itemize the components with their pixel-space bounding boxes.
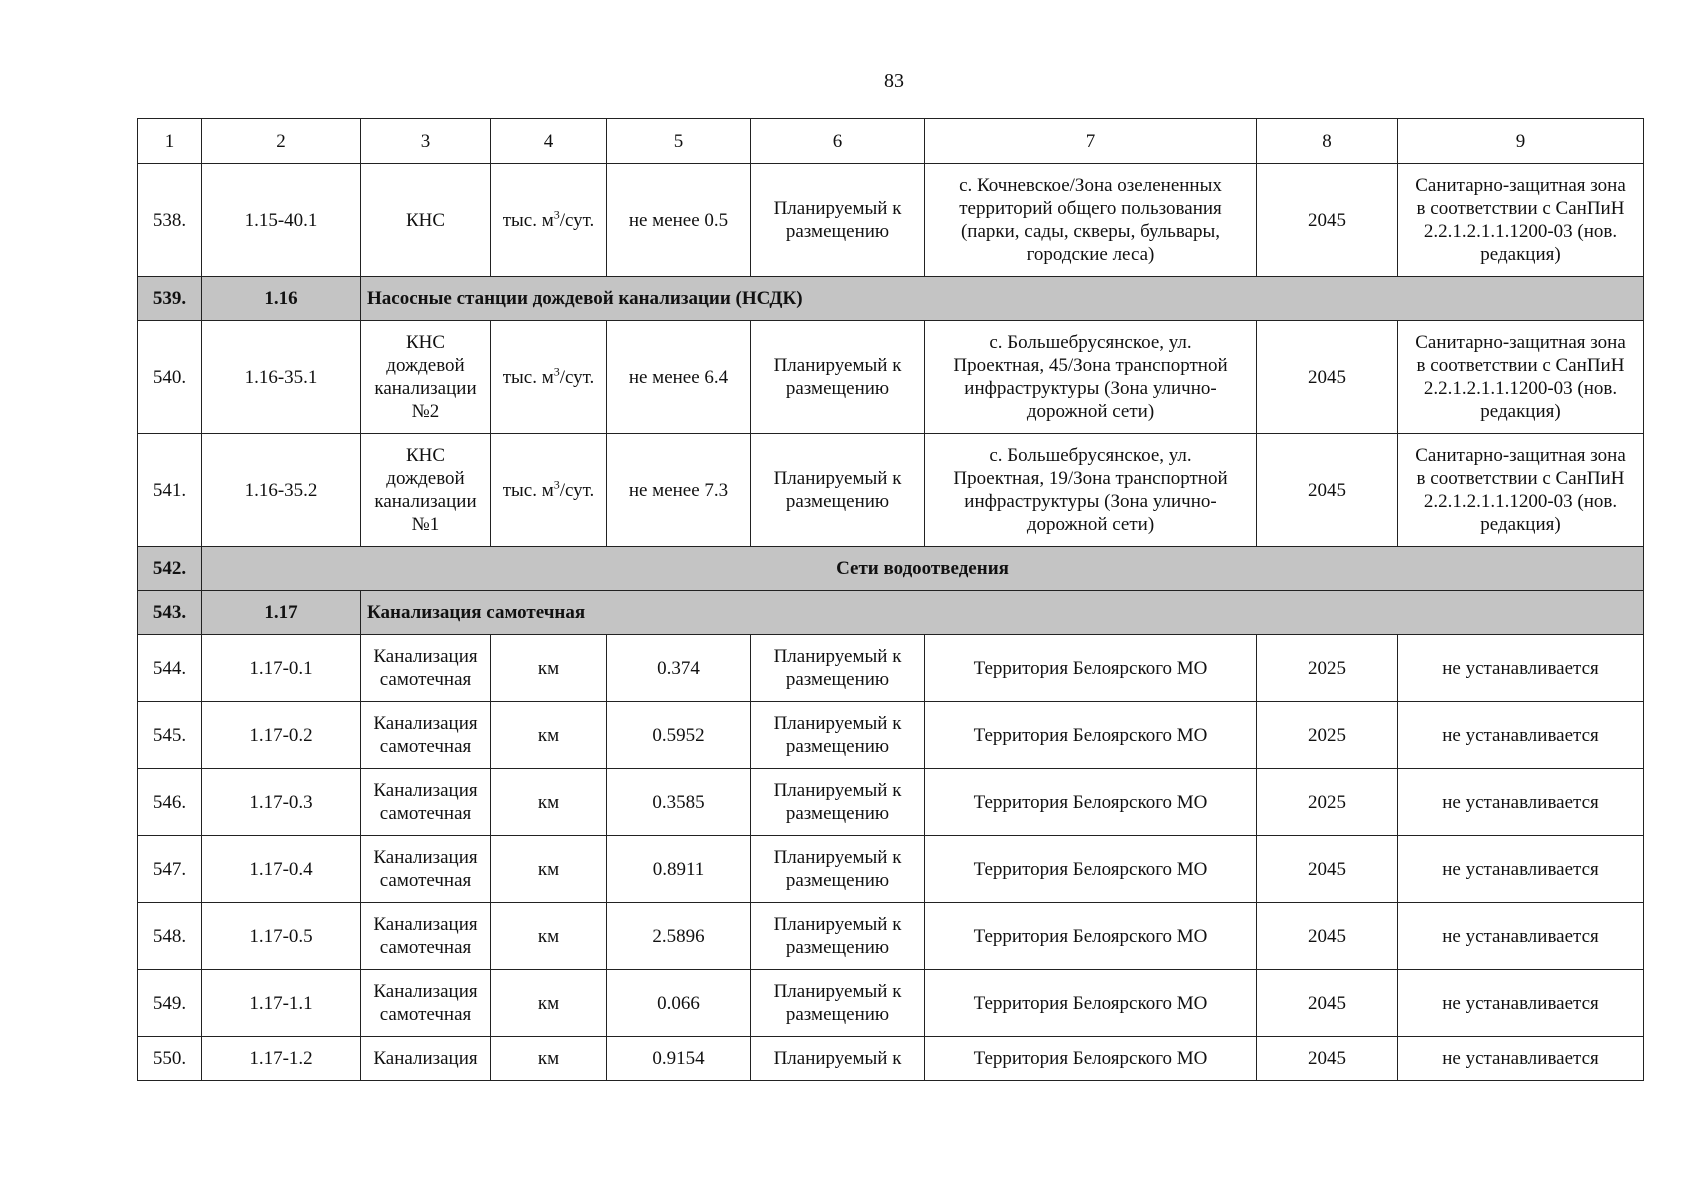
cell-line: размещению — [785, 736, 890, 757]
cell-line: Территория Белоярского МО — [973, 858, 1208, 880]
cell-line: не устанавливается — [1442, 791, 1599, 813]
cell-line: Канализация — [373, 780, 478, 801]
section-title-cell — [361, 591, 1644, 635]
cell-text: не менее 6.4 — [628, 366, 729, 388]
unit-cell — [491, 434, 607, 547]
section-code-cell — [202, 591, 361, 635]
cell-text: км — [537, 992, 560, 1014]
cell-text: 2.5896 — [652, 925, 705, 947]
cell-line: Планируемый к — [773, 198, 902, 219]
unit-superscript: 3 — [553, 207, 560, 222]
row-number-cell — [138, 903, 202, 970]
value-cell — [607, 164, 751, 277]
cell-text: 549. — [152, 992, 187, 1014]
cell-line: Планируемый к — [773, 646, 902, 667]
row-number-cell — [138, 702, 202, 769]
row-number-cell — [138, 164, 202, 277]
cell-text: /сут. — [559, 479, 595, 501]
cell-text: 2045 — [1308, 858, 1346, 880]
cell-line: не устанавливается — [1442, 925, 1599, 947]
status-cell — [751, 903, 925, 970]
value-cell — [607, 836, 751, 903]
cell-line: Планируемый к — [773, 981, 902, 1002]
cell-line: Планируемый к — [773, 355, 902, 376]
unit-cell — [491, 903, 607, 970]
location-cell — [925, 321, 1257, 434]
year-cell — [1257, 903, 1398, 970]
object-code-cell — [202, 1037, 361, 1081]
cell-text: 1.17-0.3 — [249, 791, 313, 813]
cell-line: размещению — [785, 221, 890, 242]
object-code-cell — [202, 164, 361, 277]
year-cell — [1257, 635, 1398, 702]
header-cell: 7 — [925, 119, 1257, 164]
cell-line: дорожной сети) — [1026, 514, 1155, 535]
cell-line: №1 — [411, 514, 440, 535]
unit-cell — [491, 1037, 607, 1081]
table-row — [138, 164, 1644, 277]
cell-line: Канализация — [373, 914, 478, 935]
cell-line: Территория Белоярского МО — [973, 925, 1208, 947]
cell-line: канализации — [374, 491, 477, 512]
cell-line: Планируемый к — [773, 1048, 902, 1069]
unit-cell — [491, 702, 607, 769]
cell-line: городские леса) — [1026, 244, 1155, 265]
cell-line: инфраструктуры (Зона улично- — [964, 491, 1217, 512]
cell-text: 545. — [152, 724, 187, 746]
cell-text: 2045 — [1308, 209, 1346, 231]
zone-cell — [1398, 702, 1644, 769]
cell-text: 0.8911 — [652, 858, 705, 880]
cell-line: инфраструктуры (Зона улично- — [964, 378, 1217, 399]
cell-text: тыс. м — [502, 209, 554, 231]
cell-text: тыс. м — [502, 366, 554, 388]
cell-line: Планируемый к — [773, 468, 902, 489]
cell-text: тыс. м — [502, 479, 554, 501]
cell-text: 0.5952 — [652, 724, 705, 746]
location-cell — [925, 1037, 1257, 1081]
section-row — [138, 277, 1644, 321]
cell-line: с. Большебрусянское, ул. — [989, 332, 1192, 353]
year-cell — [1257, 164, 1398, 277]
object-code-cell — [202, 769, 361, 836]
status-cell — [751, 970, 925, 1037]
location-cell — [925, 836, 1257, 903]
header-row — [138, 119, 1644, 164]
unit-superscript: 3 — [553, 364, 560, 379]
zone-cell — [1398, 970, 1644, 1037]
cell-text: 1.17-0.4 — [249, 858, 313, 880]
object-name-cell — [361, 836, 491, 903]
objects-table — [137, 118, 1644, 1081]
unit-cell — [491, 970, 607, 1037]
cell-text: 541. — [152, 479, 187, 501]
cell-line: размещению — [785, 803, 890, 824]
header-cell: 1 — [138, 119, 202, 164]
cell-line: Территория Белоярского МО — [973, 1048, 1208, 1069]
unit-cell — [491, 164, 607, 277]
table-row — [138, 769, 1644, 836]
cell-line: размещению — [785, 491, 890, 512]
cell-text: км — [537, 724, 560, 746]
header-cell: 5 — [607, 119, 751, 164]
cell-text: 0.3585 — [652, 791, 705, 813]
cell-text: км — [537, 657, 560, 679]
row-number-cell — [138, 277, 202, 321]
table-row — [138, 903, 1644, 970]
zone-cell — [1398, 903, 1644, 970]
cell-text: 550. — [152, 1048, 187, 1069]
cell-line: не устанавливается — [1442, 1048, 1599, 1069]
location-cell — [925, 769, 1257, 836]
cell-line: размещению — [785, 937, 890, 958]
year-cell — [1257, 702, 1398, 769]
cell-text: 1.17-1.1 — [249, 992, 313, 1014]
cell-line: размещению — [785, 870, 890, 891]
cell-line: Планируемый к — [773, 914, 902, 935]
cell-line: самотечная — [379, 870, 472, 891]
cell-text: 1.17-0.2 — [249, 724, 313, 746]
object-name-cell — [361, 164, 491, 277]
unit-cell — [491, 769, 607, 836]
cell-line: не устанавливается — [1442, 724, 1599, 746]
row-number-cell — [138, 836, 202, 903]
header-cell: 9 — [1398, 119, 1644, 164]
status-cell — [751, 1037, 925, 1081]
value-cell — [607, 321, 751, 434]
cell-text: Канализация самотечная — [367, 602, 586, 623]
cell-text: 544. — [152, 657, 187, 679]
zone-cell — [1398, 635, 1644, 702]
location-cell — [925, 164, 1257, 277]
cell-line: 2.2.1.2.1.1.1200-03 (нов. — [1423, 221, 1618, 242]
header-cell: 4 — [491, 119, 607, 164]
cell-text: 2025 — [1308, 724, 1346, 746]
cell-line: Проектная, 45/Зона транспортной — [953, 355, 1228, 376]
cell-text: 542. — [152, 558, 187, 579]
object-code-cell — [202, 903, 361, 970]
section-title-cell — [361, 277, 1644, 321]
status-cell — [751, 769, 925, 836]
cell-text: 1.16-35.2 — [244, 479, 318, 501]
table-row — [138, 836, 1644, 903]
section-row — [138, 591, 1644, 635]
object-name-cell — [361, 635, 491, 702]
cell-line: Территория Белоярского МО — [973, 657, 1208, 679]
year-cell — [1257, 434, 1398, 547]
year-cell — [1257, 769, 1398, 836]
year-cell — [1257, 836, 1398, 903]
value-cell — [607, 434, 751, 547]
zone-cell — [1398, 836, 1644, 903]
cell-line: Канализация — [373, 646, 478, 667]
row-number-cell — [138, 591, 202, 635]
cell-line: в соответствии с СанПиН — [1416, 468, 1625, 489]
cell-text: 2045 — [1308, 366, 1346, 388]
cell-line: дорожной сети) — [1026, 401, 1155, 422]
cell-line: Планируемый к — [773, 713, 902, 734]
cell-line: КНС — [405, 445, 446, 466]
cell-line: Планируемый к — [773, 780, 902, 801]
status-cell — [751, 321, 925, 434]
cell-line: Канализация — [373, 713, 478, 734]
cell-text: 546. — [152, 791, 187, 813]
cell-text: не менее 0.5 — [628, 209, 729, 231]
unit-cell — [491, 321, 607, 434]
status-cell — [751, 836, 925, 903]
table-body — [138, 119, 1644, 1081]
year-cell — [1257, 970, 1398, 1037]
table-row — [138, 321, 1644, 434]
value-cell — [607, 1037, 751, 1081]
cell-line: Санитарно-защитная зона — [1415, 332, 1626, 353]
row-number-cell — [138, 321, 202, 434]
cell-line: редакция) — [1480, 514, 1561, 535]
cell-line: Санитарно-защитная зона — [1415, 445, 1626, 466]
status-cell — [751, 164, 925, 277]
cell-line: Санитарно-защитная зона — [1415, 175, 1626, 196]
cell-text: 2025 — [1308, 657, 1346, 679]
cell-line: редакция) — [1480, 401, 1561, 422]
page-number: 83 — [884, 70, 904, 92]
cell-line: редакция) — [1480, 244, 1561, 265]
status-cell — [751, 635, 925, 702]
table-row — [138, 1037, 1644, 1081]
location-cell — [925, 970, 1257, 1037]
cell-line: дождевой — [386, 468, 465, 489]
cell-text: 1.16-35.1 — [244, 366, 318, 388]
status-cell — [751, 702, 925, 769]
cell-line: самотечная — [379, 736, 472, 757]
header-cell: 6 — [751, 119, 925, 164]
row-number-cell — [138, 970, 202, 1037]
cell-text: Сети водоотведения — [836, 558, 1009, 579]
header-cell: 8 — [1257, 119, 1398, 164]
cell-line: с. Кочневское/Зона озелененных — [959, 175, 1222, 196]
cell-text: 1.17-0.5 — [249, 925, 313, 947]
cell-text: 543. — [152, 602, 187, 623]
table-row — [138, 635, 1644, 702]
cell-line: Территория Белоярского МО — [973, 791, 1208, 813]
cell-line: не устанавливается — [1442, 992, 1599, 1014]
object-code-cell — [202, 635, 361, 702]
cell-line: КНС — [405, 332, 446, 353]
location-cell — [925, 635, 1257, 702]
cell-line: КНС — [405, 209, 446, 231]
section-title-cell — [202, 547, 1644, 591]
object-name-cell — [361, 434, 491, 547]
header-cell: 3 — [361, 119, 491, 164]
value-cell — [607, 903, 751, 970]
cell-text: не менее 7.3 — [628, 479, 729, 501]
object-code-cell — [202, 321, 361, 434]
cell-line: размещению — [785, 378, 890, 399]
zone-cell — [1398, 1037, 1644, 1081]
cell-line: Канализация — [373, 981, 478, 1002]
cell-line: размещению — [785, 1004, 890, 1025]
location-cell — [925, 903, 1257, 970]
status-cell — [751, 434, 925, 547]
cell-text: /сут. — [559, 366, 595, 388]
cell-text: 2045 — [1308, 1048, 1346, 1069]
cell-line: канализации — [374, 378, 477, 399]
cell-text: 547. — [152, 858, 187, 880]
cell-text: 2045 — [1308, 479, 1346, 501]
unit-superscript: 3 — [553, 477, 560, 492]
cell-text: 2045 — [1308, 992, 1346, 1014]
location-cell — [925, 434, 1257, 547]
year-cell — [1257, 321, 1398, 434]
cell-line: Планируемый к — [773, 847, 902, 868]
cell-text: 539. — [152, 288, 187, 309]
cell-line: Территория Белоярского МО — [973, 724, 1208, 746]
cell-line: 2.2.1.2.1.1.1200-03 (нов. — [1423, 491, 1618, 512]
cell-line: (парки, сады, скверы, бульвары, — [960, 221, 1220, 242]
cell-line: не устанавливается — [1442, 858, 1599, 880]
cell-line: №2 — [411, 401, 440, 422]
cell-line: самотечная — [379, 937, 472, 958]
object-name-cell — [361, 903, 491, 970]
cell-text: 1.17-0.1 — [249, 657, 313, 679]
table-row — [138, 434, 1644, 547]
cell-text: 1.17 — [264, 602, 298, 623]
object-name-cell — [361, 769, 491, 836]
cell-line: Канализация — [373, 1048, 478, 1069]
value-cell — [607, 970, 751, 1037]
object-code-cell — [202, 434, 361, 547]
zone-cell — [1398, 434, 1644, 547]
cell-text: 1.17-1.2 — [249, 1048, 313, 1069]
cell-line: самотечная — [379, 669, 472, 690]
cell-text: км — [537, 1048, 560, 1069]
section-code-cell — [202, 277, 361, 321]
value-cell — [607, 635, 751, 702]
object-name-cell — [361, 970, 491, 1037]
cell-text: 1.15-40.1 — [244, 209, 318, 231]
object-name-cell — [361, 1037, 491, 1081]
unit-cell — [491, 635, 607, 702]
cell-line: с. Большебрусянское, ул. — [989, 445, 1192, 466]
row-number-cell — [138, 635, 202, 702]
cell-text: 540. — [152, 366, 187, 388]
unit-cell — [491, 836, 607, 903]
table-row — [138, 702, 1644, 769]
row-number-cell — [138, 1037, 202, 1081]
cell-text: /сут. — [559, 209, 595, 231]
zone-cell — [1398, 769, 1644, 836]
cell-text: 0.066 — [657, 992, 700, 1014]
cell-text: 538. — [152, 209, 187, 231]
cell-line: Проектная, 19/Зона транспортной — [953, 468, 1228, 489]
cell-text: 0.9154 — [652, 1048, 705, 1069]
cell-text: 1.16 — [264, 288, 298, 309]
cell-line: территорий общего пользования — [959, 198, 1222, 219]
object-name-cell — [361, 702, 491, 769]
cell-text: 0.374 — [657, 657, 700, 679]
row-number-cell — [138, 547, 202, 591]
cell-text: Насосные станции дождевой канализации (НСДК) — [367, 288, 803, 309]
location-cell — [925, 702, 1257, 769]
cell-line: самотечная — [379, 803, 472, 824]
cell-line: 2.2.1.2.1.1.1200-03 (нов. — [1423, 378, 1618, 399]
zone-cell — [1398, 164, 1644, 277]
object-code-cell — [202, 970, 361, 1037]
cell-text: км — [537, 925, 560, 947]
cell-text: 2045 — [1308, 925, 1346, 947]
year-cell — [1257, 1037, 1398, 1081]
cell-line: в соответствии с СанПиН — [1416, 355, 1625, 376]
object-name-cell — [361, 321, 491, 434]
object-code-cell — [202, 836, 361, 903]
cell-line: размещению — [785, 669, 890, 690]
object-code-cell — [202, 702, 361, 769]
cell-text: км — [537, 858, 560, 880]
cell-line: дождевой — [386, 355, 465, 376]
cell-line: в соответствии с СанПиН — [1416, 198, 1625, 219]
cell-line: самотечная — [379, 1004, 472, 1025]
zone-cell — [1398, 321, 1644, 434]
table-row — [138, 970, 1644, 1037]
cell-text: 2025 — [1308, 791, 1346, 813]
value-cell — [607, 702, 751, 769]
header-cell: 2 — [202, 119, 361, 164]
cell-text: 548. — [152, 925, 187, 947]
row-number-cell — [138, 769, 202, 836]
row-number-cell — [138, 434, 202, 547]
cell-text: км — [537, 791, 560, 813]
cell-line: Канализация — [373, 847, 478, 868]
value-cell — [607, 769, 751, 836]
cell-line: Территория Белоярского МО — [973, 992, 1208, 1014]
section-row — [138, 547, 1644, 591]
cell-line: не устанавливается — [1442, 657, 1599, 679]
